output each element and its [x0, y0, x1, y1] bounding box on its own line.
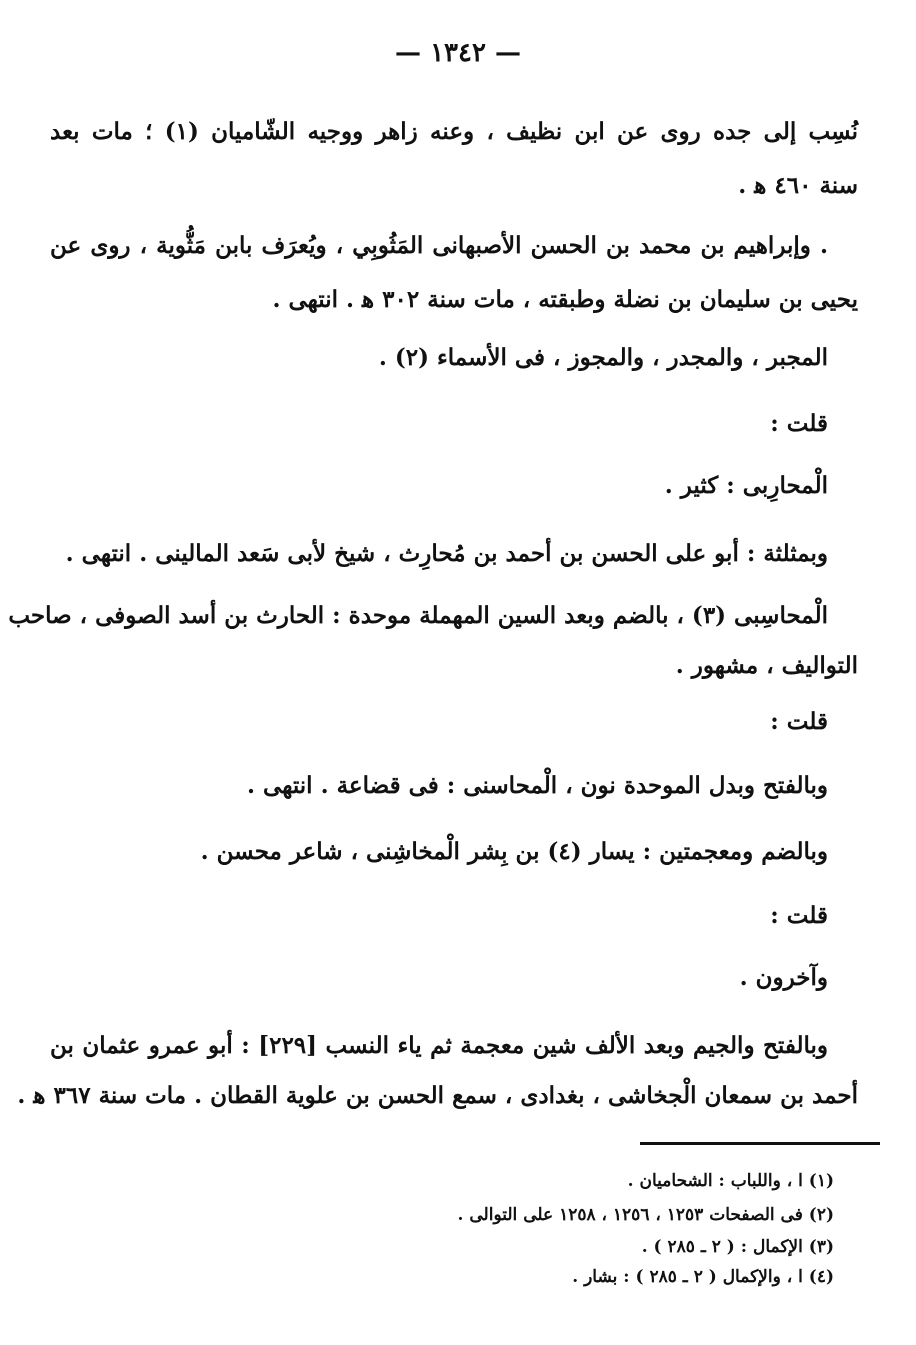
text-line: وبالضم ومعجمتين : يسار (٤) بن بِشر الْمخاشِنى ، شاعر محسن .	[200, 838, 828, 865]
section-heading: قلت :	[770, 410, 828, 437]
footnote: (٤) ا ، والإكمال ( ٢ ـ ٢٨٥ ) : بشار .	[572, 1267, 834, 1287]
text-line: الْمحاسِبى (٣) ، بالضم وبعد السين المهملة موحدة : الحارث بن أسد الصوفى ، صاحب	[8, 602, 828, 629]
text-line: . وإبراهيم بن محمد بن الحسن الأصبهانى المَثُوبِي ، ويُعرَف بابن مَثُّوية ، روى عن	[50, 232, 828, 259]
text-line: وبمثلثة : أبو على الحسن بن أحمد بن مُحارِث ، شيخ لأبى سَعد المالينى . انتهى .	[65, 540, 828, 567]
footnote: (٣) الإكمال : ( ٢ ـ ٢٨٥ ) .	[641, 1237, 834, 1257]
text-line: الْمحارِبى : كثير .	[664, 472, 828, 499]
text-line: التواليف ، مشهور .	[675, 652, 858, 679]
footnote: (٢) فى الصفحات ١٢٥٣ ، ١٢٥٦ ، ١٢٥٨ على التوالى .	[457, 1205, 834, 1225]
section-heading: قلت :	[770, 902, 828, 929]
text-line: وآخرون .	[739, 964, 828, 991]
footnote: (١) ا ، واللباب : الشحاميان .	[627, 1171, 834, 1191]
text-line: نُسِب إلى جده روى عن ابن نظيف ، وعنه زاهر ووجيه الشّاميان (١) ؛ مات بعد	[50, 118, 859, 145]
text-line: وبالفتح وبدل الموحدة نون ، الْمحاسنى : فى قضاعة . انتهى .	[247, 772, 828, 799]
footnote-divider	[640, 1142, 880, 1145]
text-line: وبالفتح والجيم وبعد الألف شين معجمة ثم ياء النسب [٢٢٩] : أبو عمرو عثمان بن	[50, 1032, 828, 1059]
text-line: المجبر ، والمجدر ، والمجوز ، فى الأسماء (٢) .	[378, 344, 828, 371]
text-line: أحمد بن سمعان الْجخاشى ، بغدادى ، سمع الحسن بن علوية القطان . مات سنة ٣٦٧ ﻫ .	[17, 1082, 858, 1109]
page-number: — ١٣٤٢ —	[395, 38, 521, 68]
text-line: سنة ٤٦٠ ﻫ .	[738, 172, 858, 199]
text-line: يحيى بن سليمان بن نضلة وطبقته ، مات سنة ٣٠٢ ﻫ . انتهى .	[272, 286, 858, 313]
section-heading: قلت :	[770, 708, 828, 735]
